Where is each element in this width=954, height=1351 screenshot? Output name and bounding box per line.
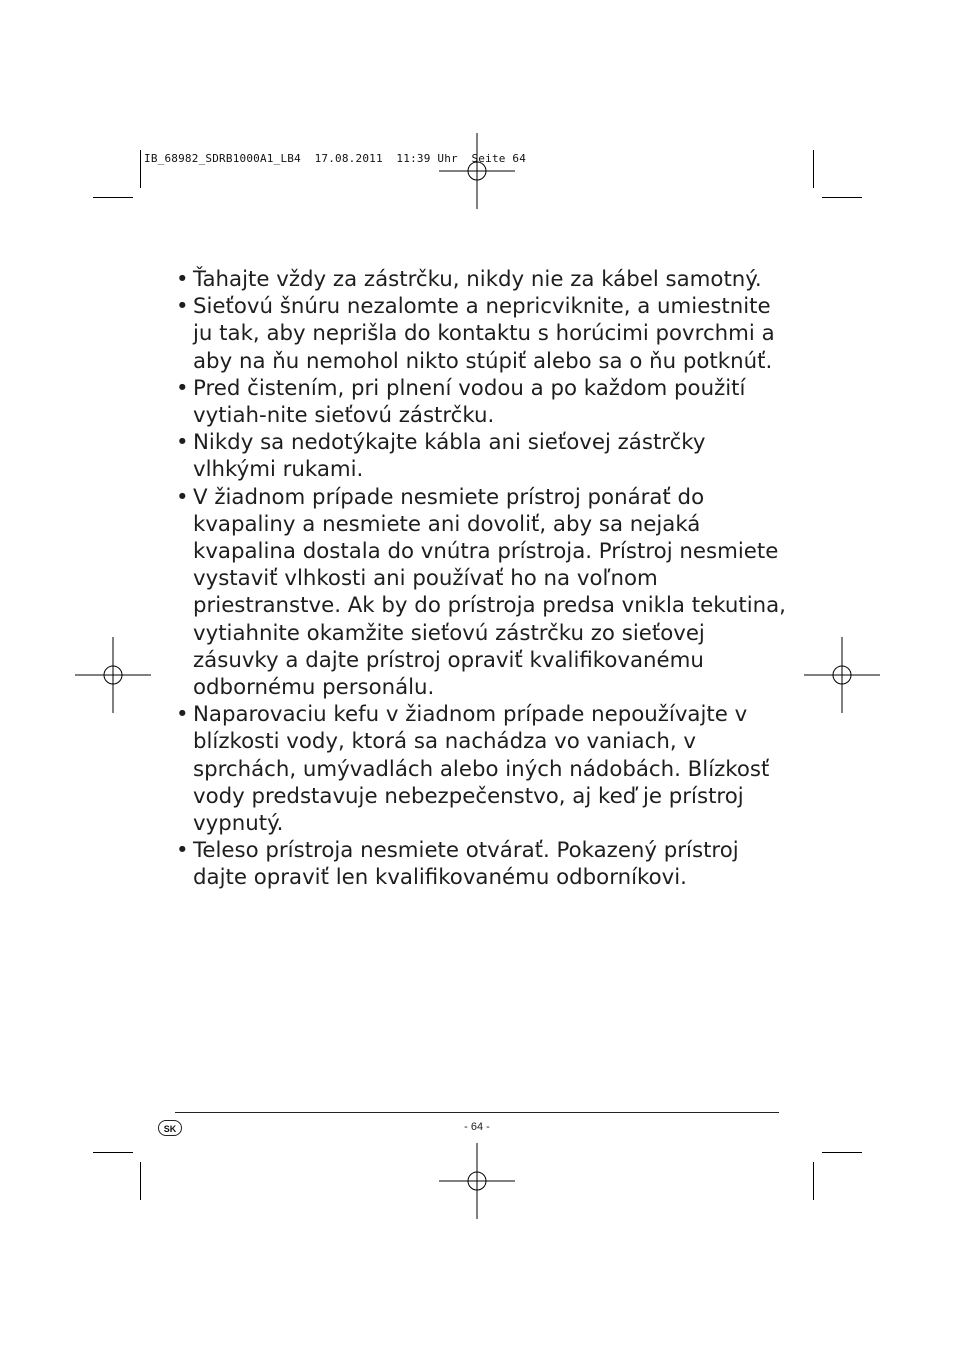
- list-item: [176, 701, 786, 837]
- footer-divider: [175, 1112, 779, 1113]
- crop-mark: [822, 1152, 862, 1153]
- list-item-text: Pred čistením, pri plnení vodou a po každom použití vytiah-nite sieťovú zástrčku.: [193, 375, 746, 429]
- bullet-icon: •: [176, 484, 189, 510]
- language-badge: SK: [158, 1120, 182, 1136]
- print-slug: IB_68982_SDRB1000A1_LB4 17.08.2011 11:39 Uhr Seite 64: [144, 152, 527, 165]
- page-number: - 64 -: [464, 1121, 490, 1133]
- crop-mark: [93, 197, 133, 198]
- list-item: [176, 484, 786, 702]
- bullet-icon: •: [176, 267, 189, 292]
- list-item-text: Nikdy sa nedotýkajte kábla ani sieťovej zástrčky vlhkými rukami.: [193, 430, 706, 483]
- registration-mark-icon: [75, 637, 151, 713]
- list-item: [176, 293, 786, 375]
- list-item: [176, 375, 786, 429]
- bullet-icon: •: [176, 294, 189, 320]
- crop-mark: [140, 1162, 141, 1200]
- bullet-icon: •: [176, 430, 189, 456]
- registration-mark-icon: [439, 133, 515, 209]
- crop-mark: [140, 150, 141, 188]
- bullet-icon: •: [176, 375, 189, 401]
- crop-mark: [813, 1162, 814, 1200]
- safety-instructions-list: [176, 266, 786, 892]
- list-item-text: V žiadnom prípade nesmiete prístroj ponárať do kvapaliny a nesmiete ani dovoliť, aby sa nejaká kvapalina dostala do vnútra prístroja. Prístroj nesmiete vystaviť vlhkosti ani používať ho na voľnom priestranstve. Ak by do prístroja predsa vnikla tekutina, vytiahnite okamžite sieťovú zástrčku zo sieťovej zásuvky a dajte prístroj opraviť kvalifikovanému odbornému personálu.: [193, 484, 786, 701]
- list-item-text: Teleso prístroja nesmiete otvárať. Pokazený prístroj dajte opraviť len kvalifikovanému odborníkovi.: [193, 838, 739, 891]
- list-item: [176, 429, 786, 483]
- list-item: [176, 266, 786, 293]
- bullet-icon: •: [176, 702, 189, 728]
- list-item-text: Ťahajte vždy za zástrčku, nikdy nie za kábel samotný.: [193, 267, 762, 292]
- crop-mark: [822, 197, 862, 198]
- list-item-text: Naparovaciu kefu v žiadnom prípade nepoužívajte v blízkosti vody, ktorá sa nachádza vo vaniach, v sprchách, umývadlách alebo iných nádobách. Blízkosť vody predstavuje nebezpečenstvo, aj keď je prístroj vypnutý.: [193, 702, 770, 837]
- registration-mark-icon: [804, 637, 880, 713]
- crop-mark: [813, 150, 814, 188]
- crop-mark: [93, 1152, 133, 1153]
- registration-mark-icon: [439, 1143, 515, 1219]
- list-item: [176, 837, 786, 891]
- bullet-icon: •: [176, 838, 189, 864]
- list-item-text: Sieťovú šnúru nezalomte a nepricviknite, a umiestnite ju tak, aby neprišla do kontaktu s horúcimi povrchmi a aby na ňu nemohol nikto stúpiť alebo sa o ňu potknúť.: [193, 294, 775, 374]
